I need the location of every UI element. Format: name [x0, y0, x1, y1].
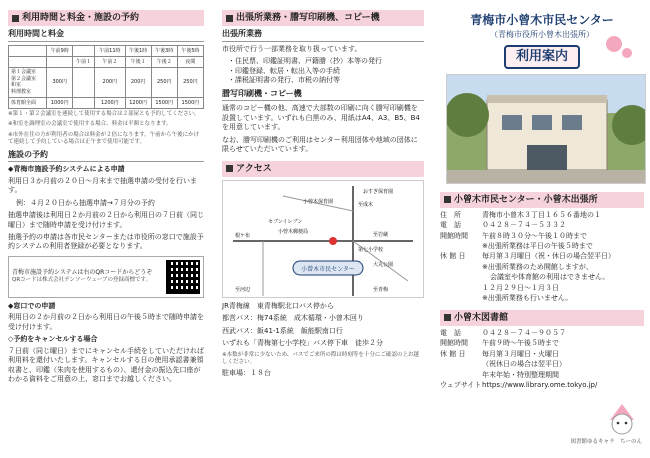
info-row: （祝休日の場合は翌平日）	[482, 360, 566, 369]
square-bullet-icon	[226, 165, 233, 172]
time-3pm: 午後3時	[151, 45, 177, 56]
fee-note-3: ※市外在住の方が利用者の場合は料金が２倍になります。午前から午後にかけて連続して予約している場合は正午まで使用可能です。	[8, 131, 200, 146]
library-website-link[interactable]: https://www.library.ome.tokyo.jp/	[482, 380, 598, 389]
list-item: ・ 課税証明書の発行、市税の納付等	[228, 76, 424, 85]
fee-table: 午前9時 午前11時 午後1時 午後3時 午後5時 午前１ 午前２ 午後１ 午後２ 夜間 第１会議室 第２会議室 和室 料理教室 300円 200円 200円 250円 250円 体育館全面 1000円 1200円 1200円 1500円 1500円	[8, 45, 204, 109]
svg-text:小曾木保育園: 小曾木保育園	[303, 198, 334, 205]
svg-text:小曾木郵便局: 小曾木郵便局	[278, 228, 309, 235]
info-row: 電 話 ０４２８－７４－５３３２	[440, 221, 566, 230]
svg-text:至河辺: 至河辺	[235, 286, 251, 293]
flower-decoration-icon	[606, 36, 622, 52]
time-11am: 午前11時	[95, 45, 125, 56]
info-row: 開館時間 午前９時～午後５時まで	[440, 339, 559, 348]
time-9am: 午前9時	[47, 45, 73, 56]
library-info	[440, 329, 644, 391]
parking-info: 駐車場：１８台	[222, 369, 271, 378]
info-row: ウェブサイト https://www.library.ome.tokyo.jp/	[440, 381, 644, 390]
reservation-heading: 施設の予約	[8, 150, 204, 163]
info-row: １２月２９日～１月３日	[482, 283, 559, 292]
qr-code-icon[interactable]	[166, 260, 200, 294]
info-row: 住 所 青梅市小曾木３丁目１６５６番地の１	[440, 210, 601, 219]
square-bullet-icon	[226, 15, 233, 22]
list-item: ・ 住民票、印鑑証明書、戸籍謄（抄）本等の発行	[228, 57, 424, 66]
building-photo	[446, 74, 646, 184]
svg-text:根ケ布: 根ケ布	[235, 232, 251, 239]
center-info	[440, 211, 644, 304]
info-row: ※出張所業務のため開館しますが、	[482, 262, 593, 271]
info-row: 電 話 ０４２８－７４－９０５７	[440, 328, 566, 337]
info-row: 開館時間 午前８時３０分～午後１０時まで	[440, 231, 587, 240]
svg-text:至青梅: 至青梅	[373, 286, 389, 293]
fee-note-2: ※和室を調理室の会議室で使用する場合、料金は半額となります。	[8, 121, 172, 128]
qr-box: 青梅市施設予約システムは右のQRコードからどうぞ QRコードは株式会社デンソーウェーブの登録商標です。	[8, 256, 204, 298]
square-bullet-icon	[444, 196, 451, 203]
info-row: 年末年始・特別整理期間	[482, 370, 559, 379]
table-row: 体育館全面 1000円 1200円 1200円 1500円 1500円	[9, 97, 204, 108]
info-row: ※出張所業務は平日の午後５時まで	[482, 241, 593, 250]
info-row: 会議室や体育館の利用はできません。	[490, 273, 610, 282]
square-bullet-icon	[12, 15, 19, 22]
mascot-icon	[604, 402, 640, 438]
page-subtitle: （青梅市役所小曾木出張所）	[490, 30, 594, 40]
window-application-title: ◆窓口での申請	[8, 301, 56, 310]
page-title: 青梅市小曾木市民センター	[470, 13, 614, 27]
cancel-title: ◇予約をキャンセルする場合	[8, 335, 98, 344]
svg-text:大丸公園: 大丸公園	[373, 261, 394, 268]
access-map	[222, 180, 424, 298]
table-row: 第１会議室 第２会議室 和室 料理教室 300円 200円 200円 250円 250円	[9, 67, 204, 97]
guide-badge: 利用案内	[504, 45, 580, 69]
svg-text:おすぎ保育園: おすぎ保育園	[363, 188, 394, 195]
section-heading-fees: 利用時間と料金・施設の予約	[8, 10, 204, 26]
branch-services-list	[228, 57, 424, 85]
map-graphic	[223, 181, 423, 298]
time-5pm: 午後5時	[177, 45, 203, 56]
list-item: ・ 印鑑登録、転居・転出入等の手続	[228, 67, 424, 76]
qr-caption: 青梅市施設予約システムは右のQRコードからどうぞ	[12, 269, 153, 277]
map-center-label: 小曾木市民センター	[301, 265, 355, 273]
mascot-caption: 図書館ゆるキャラ ちーのん	[570, 438, 642, 445]
fee-note-1: ※第１・第２会議室を連続して使用する場合は２部屋とも予約してください。	[8, 110, 200, 117]
svg-text:セブンイレブン: セブンイレブン	[268, 218, 303, 225]
info-row: ※出張所業務も行いません。	[482, 294, 573, 303]
svg-text:至岩蔵: 至岩蔵	[373, 231, 389, 238]
section-heading-access: アクセス	[222, 161, 424, 177]
column-title-info	[434, 0, 650, 458]
info-row: 休 館 日 毎月第３月曜日・火曜日	[440, 349, 559, 358]
svg-text:第七小学校: 第七小学校	[358, 246, 384, 253]
section-heading-center: 小曾木市民センター・小曾木出張所	[440, 192, 644, 208]
section-heading-library: 小曾木図書館	[440, 310, 644, 326]
fee-subheading: 利用時間と料金	[8, 29, 204, 42]
time-1pm: 午後1時	[125, 45, 151, 56]
info-row: 休 館 日 毎月第３月曜日（祝・休日の場合翌平日）	[440, 252, 615, 261]
column-fees-reservation: 利用時間と料金・施設の予約 利用時間と料金 午前9時 午前11時 午後1時 午後3時 午後5時 午前１ 午前２ 午後１ 午後２ 夜間 第１会議室 第２会議室 和室 料理教室 300円 200円 200円 250円 250円 体育館全面 1000円 1200円 1200円 1500円 1500円 ※第１・第２会議室を連続して使用する場合は２部屋とも予約してください。 ※和室を調理室の会議室で使用する場合、料金は半額となります。 ※市外在住の方が利用者の場合は料金が２倍になります。午前から午後にかけて連続して予約している場合は正午まで使用可能です。 施設の予約 ◆青梅市施設予約システムによる申請 利用日３か月前の２０日～月末まで抽選申請の受付を行います。 例：４月２０日から抽選申請→７月分の予約 抽選申請後は利用日２か月前の２日から利用日の７日前（同じ曜日）まで随時申請を受け付けます。 抽選予約の申請は各市民センターまたは市役所の窓口で施設予約システムの利用者登録が必要となります。 青梅市施設予約システムは右のQRコードからどうぞ QRコードは株式会社デンソーウェーブの登録商標です。 ◆窓口での申請 利用日の２か月前の２日から利用日の午後５時まで随時申請を受け付けます。 ◇予約をキャンセルする場合 ７日前（同じ曜日）までにキャンセル手続をしていただければ利用料を還付いたします。キャンセルする日の使用承認書兼領収書と、印鑑（朱肉を使用するもの）、還付金の振込先口座がわかる資料をご用意の上、窓口までお越しください。	[0, 0, 210, 458]
svg-text:至成木: 至成木	[358, 201, 374, 208]
column-branch-access: 出張所業務・謄写印刷機、コピー機 出張所業務 市役所で行う一部業務を取り扱っています。 ・ 住民票、印鑑証明書、戸籍謄（抄）本等の発行 ・ 印鑑登録、転居・転出入等の手続 ・ 課税証明書の発行、市税の納付等 謄写印刷機・コピー機 通常のコピー機の他、高速で大部数の印刷に向く謄写印刷機を設置しています。いずれも白黒のみ、用紙はA4、A3、B5、B4を用意しています。 なお、謄写印刷機のご利用はセンター利用団体や地域の団体に限らせていただいています。 アクセス 小曾木市民センター おすぎ保育園 小曾木保育園 至成木 セブンイレブン 至岩蔵 小曾木郵便局 第七小学校 根ケ布 至河辺 至青梅 大丸公園 JR青梅線 東青梅駅北口バス停から 都営バス：梅74系統 成木循環・小曾木回り 西武バス：飯41-1系統 飯能駅南口行 いずれも「青梅第七小学校」バス停下車 徒歩２分 ※本数が非常に少ないため、バスでご来所の際は時刻等を十分にご確認の上お越しください。 駐車場：１８台	[218, 0, 428, 458]
flower-decoration-icon	[622, 48, 632, 58]
system-application-title: ◆青梅市施設予約システムによる申請	[8, 165, 125, 174]
square-bullet-icon	[444, 314, 451, 321]
section-heading-branch: 出張所業務・謄写印刷機、コピー機	[222, 10, 424, 26]
